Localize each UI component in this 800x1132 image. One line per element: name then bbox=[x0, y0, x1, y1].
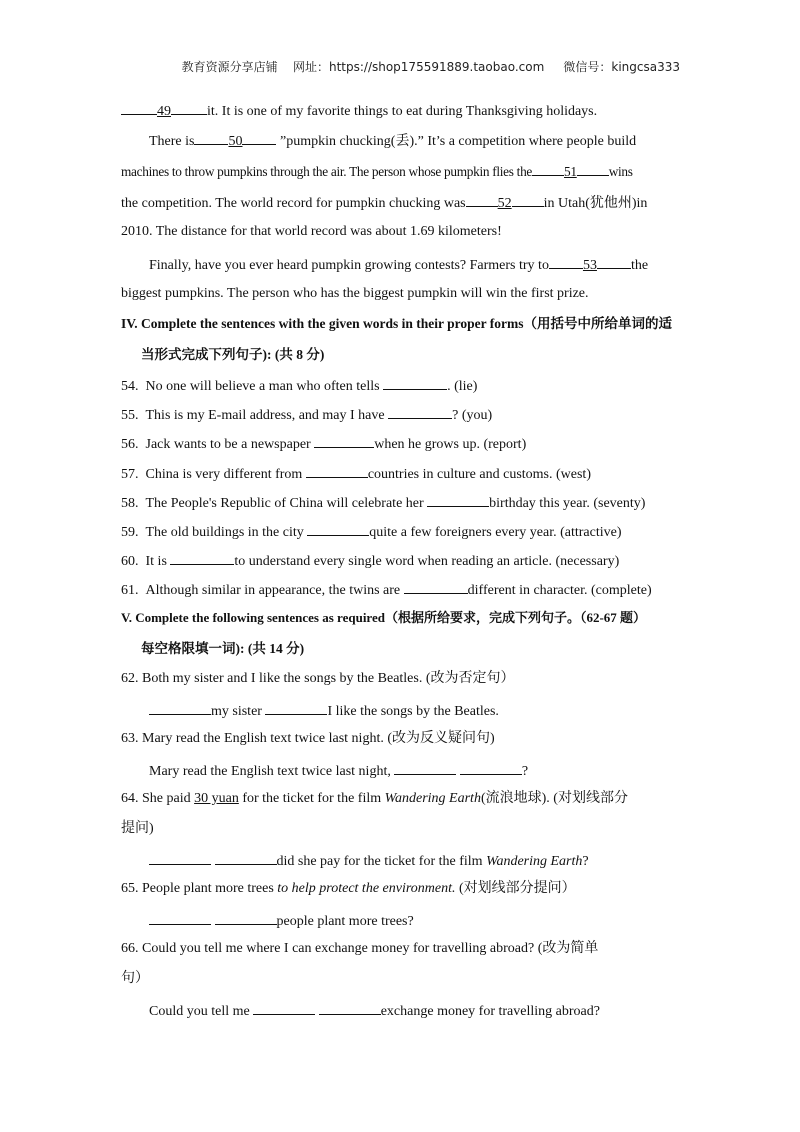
question-text: Although similar in appearance, the twins are bbox=[145, 583, 404, 598]
answer-text: people plant more trees? bbox=[276, 914, 414, 929]
blank-53-number: 53 bbox=[582, 258, 597, 273]
answer-blank-65a[interactable] bbox=[149, 910, 211, 925]
answer-blank-57[interactable] bbox=[306, 463, 368, 478]
question-text: (流浪地球). (对划线部分 bbox=[480, 791, 628, 806]
question-56 bbox=[121, 433, 681, 454]
question-61 bbox=[121, 579, 681, 600]
blank-52-post[interactable] bbox=[512, 192, 544, 207]
question-60 bbox=[121, 550, 681, 571]
shop-url[interactable]: https://shop175591889.taobao.com bbox=[328, 60, 545, 74]
answer-blank-62a[interactable] bbox=[149, 700, 211, 715]
passage-line-6 bbox=[149, 254, 709, 275]
answer-blank-58[interactable] bbox=[427, 492, 489, 507]
answer-blank-56[interactable] bbox=[314, 433, 374, 448]
answer-blank-55[interactable] bbox=[388, 404, 452, 419]
passage-text: Finally, have you ever heard pumpkin growing contests? Farmers try to bbox=[149, 258, 549, 273]
question-number: 54. bbox=[121, 379, 139, 394]
answer-blank-64a[interactable] bbox=[149, 850, 211, 865]
passage-line-1 bbox=[121, 100, 681, 121]
wechat-id: kingcsa333 bbox=[611, 60, 680, 74]
question-number: 59. bbox=[121, 525, 139, 540]
question-66-answer bbox=[149, 1000, 709, 1021]
question-text: No one will believe a man who often tells bbox=[145, 379, 384, 394]
answer-text: my sister bbox=[211, 704, 266, 719]
answer-text: Could you tell me bbox=[149, 1004, 254, 1019]
question-62-answer bbox=[149, 700, 709, 721]
section-4-title-cont: 当形式完成下列句子): (共 8 分) bbox=[141, 347, 325, 362]
question-number: 56. bbox=[121, 437, 139, 452]
blank-49-number: 49 bbox=[157, 104, 171, 119]
blank-52-pre[interactable] bbox=[466, 192, 498, 207]
underlined-part: to help protect the environment. bbox=[277, 881, 456, 896]
answer-text: I like the songs by the Beatles. bbox=[327, 704, 499, 719]
blank-51-post[interactable] bbox=[577, 161, 609, 176]
question-text: quite a few foreigners every year. (attractive) bbox=[369, 525, 622, 540]
question-63-answer bbox=[149, 760, 709, 781]
question-number: 61. bbox=[121, 583, 139, 598]
question-58 bbox=[121, 492, 681, 513]
answer-blank-66b[interactable] bbox=[319, 1000, 381, 1015]
passage-line-7: biggest pumpkins. The person who has the biggest pumpkin will win the first prize. bbox=[121, 286, 589, 301]
page-header bbox=[0, 58, 680, 75]
question-text: when he grows up. (report) bbox=[374, 437, 527, 452]
blank-49-pre[interactable] bbox=[121, 100, 157, 115]
question-text: to understand every single word when reading an article. (necessary) bbox=[234, 554, 620, 569]
question-text: . (lie) bbox=[447, 379, 478, 394]
answer-text: did she pay for the ticket for the film bbox=[276, 854, 487, 869]
question-number: 58. bbox=[121, 496, 139, 511]
question-number: 55. bbox=[121, 408, 139, 423]
blank-50-pre[interactable] bbox=[194, 130, 228, 145]
answer-text: ? bbox=[521, 764, 529, 779]
question-text: 64. She paid bbox=[121, 791, 195, 806]
question-66: 66. Could you tell me where I can exchange money for travelling abroad? (改为简单 bbox=[121, 941, 599, 956]
answer-blank-64b[interactable] bbox=[215, 850, 277, 865]
blank-51-pre[interactable] bbox=[532, 161, 564, 176]
question-57 bbox=[121, 463, 681, 484]
question-number: 57. bbox=[121, 467, 139, 482]
question-59 bbox=[121, 521, 681, 542]
answer-blank-63b[interactable] bbox=[460, 760, 522, 775]
film-title: Wandering Earth bbox=[384, 791, 481, 806]
section-5-title-cont: 每空格限填一词): (共 14 分) bbox=[141, 641, 305, 656]
question-text: 65. People plant more trees bbox=[121, 881, 278, 896]
question-64-answer bbox=[149, 850, 709, 871]
question-64 bbox=[121, 790, 681, 808]
question-63: 63. Mary read the English text twice last night. (改为反义疑问句) bbox=[121, 731, 495, 746]
passage-line-3 bbox=[121, 161, 681, 181]
question-64-cont: 提问) bbox=[121, 821, 154, 836]
question-text: It is bbox=[145, 554, 171, 569]
answer-blank-63a[interactable] bbox=[394, 760, 456, 775]
question-text: for the ticket for the film bbox=[238, 791, 385, 806]
question-65-answer bbox=[149, 910, 709, 931]
question-65 bbox=[121, 880, 681, 898]
passage-text: wins bbox=[608, 164, 633, 179]
question-text: The People's Republic of China will celebrate her bbox=[145, 496, 428, 511]
question-text: The old buildings in the city bbox=[145, 525, 308, 540]
passage-text: machines to throw pumpkins through the air. The person whose pumpkin flies the bbox=[121, 164, 533, 179]
passage-line-4 bbox=[121, 192, 681, 213]
film-title: Wandering Earth bbox=[486, 854, 583, 869]
blank-51-number: 51 bbox=[564, 164, 577, 179]
passage-text: it. It is one of my favorite things to eat during Thanksgiving holidays. bbox=[207, 104, 598, 119]
question-text: Jack wants to be a newspaper bbox=[145, 437, 315, 452]
question-text: birthday this year. (seventy) bbox=[489, 496, 646, 511]
wechat-label: 微信号： bbox=[563, 60, 612, 74]
passage-text: the bbox=[630, 258, 649, 273]
answer-text: Mary read the English text twice last night, bbox=[149, 764, 395, 779]
passage-text: There is bbox=[149, 134, 195, 149]
question-text: different in character. (complete) bbox=[467, 583, 652, 598]
answer-text: ? bbox=[582, 854, 589, 869]
question-62: 62. Both my sister and I like the songs by the Beatles. (改为否定句） bbox=[121, 671, 515, 686]
answer-blank-59[interactable] bbox=[307, 521, 369, 536]
answer-blank-54[interactable] bbox=[383, 375, 447, 390]
blank-53-pre[interactable] bbox=[549, 254, 583, 269]
question-text: China is very different from bbox=[145, 467, 306, 482]
shop-name: 教育资源分享店铺 bbox=[181, 60, 278, 74]
blank-53-post[interactable] bbox=[597, 254, 631, 269]
question-number: 60. bbox=[121, 554, 139, 569]
answer-blank-61[interactable] bbox=[404, 579, 468, 594]
question-55 bbox=[121, 404, 681, 425]
answer-blank-65b[interactable] bbox=[215, 910, 277, 925]
underlined-part: 30 yuan bbox=[194, 791, 239, 806]
question-text: countries in culture and customs. (west) bbox=[367, 467, 591, 482]
passage-text: ”pumpkin chucking(丢).” It’s a competition where people build bbox=[279, 134, 637, 149]
section-4-title: IV. Complete the sentences with the given words in their proper forms（用括号中所给单词的适 bbox=[121, 316, 672, 331]
passage-text: in Utah(犹他州)in bbox=[543, 196, 648, 211]
question-54 bbox=[121, 375, 681, 396]
passage-text: the competition. The world record for pumpkin chucking was bbox=[121, 196, 466, 211]
passage-line-2 bbox=[149, 130, 709, 151]
question-text: This is my E-mail address, and may I have bbox=[145, 408, 389, 423]
url-label: 网址： bbox=[292, 60, 329, 74]
answer-blank-66a[interactable] bbox=[253, 1000, 315, 1015]
question-text: ? (you) bbox=[452, 408, 493, 423]
section-5-title: V. Complete the following sentences as required（根据所给要求，完成下列句子。（62-67 题） bbox=[121, 610, 647, 625]
question-text: (对划线部分提问） bbox=[455, 881, 576, 896]
passage-line-5: 2010. The distance for that world record was about 1.69 kilometers! bbox=[121, 224, 502, 239]
answer-blank-62b[interactable] bbox=[265, 700, 327, 715]
answer-blank-60[interactable] bbox=[170, 550, 234, 565]
question-66-cont: 句） bbox=[121, 971, 149, 986]
blank-52-number: 52 bbox=[497, 196, 512, 211]
blank-50-post[interactable] bbox=[242, 130, 276, 145]
blank-50-number: 50 bbox=[228, 134, 243, 149]
answer-text: exchange money for travelling abroad? bbox=[380, 1004, 600, 1019]
blank-49-post[interactable] bbox=[171, 100, 207, 115]
